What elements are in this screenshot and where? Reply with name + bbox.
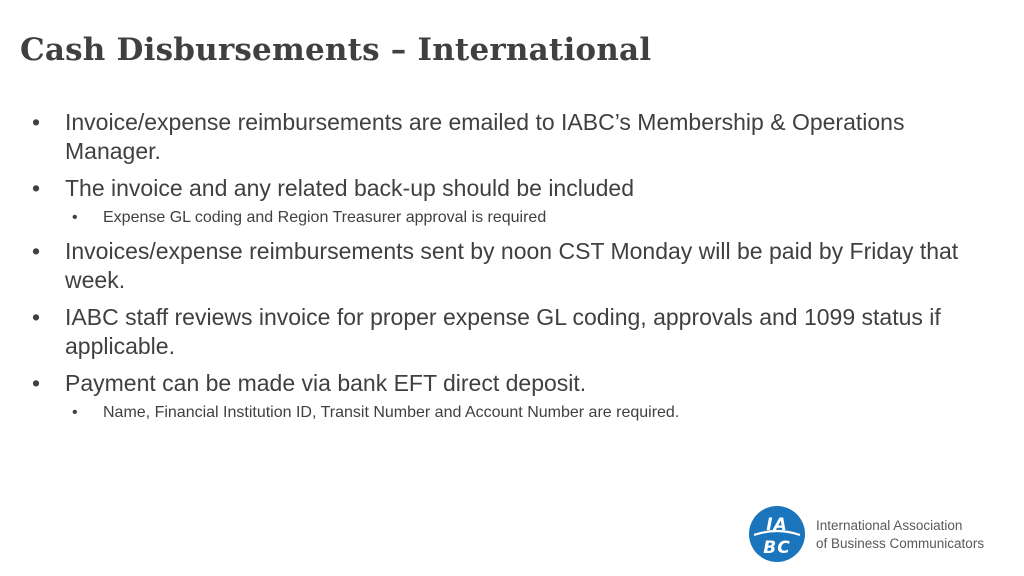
sub-bullet-text: Name, Financial Institution ID, Transit Number and Account Number are required. bbox=[103, 404, 680, 421]
bullet-item bbox=[30, 237, 960, 295]
bullet-text: The invoice and any related back-up should be included bbox=[65, 175, 634, 201]
svg-text:IA: IA bbox=[766, 515, 788, 535]
bullet-dot: • bbox=[32, 304, 41, 330]
bullet-text: Payment can be made via bank EFT direct deposit. bbox=[65, 370, 587, 396]
bullet-dot: • bbox=[72, 404, 78, 421]
slide-title: Cash Disbursements – International bbox=[20, 32, 652, 68]
bullet-dot: • bbox=[32, 109, 41, 135]
bullet-text: IABC staff reviews invoice for proper expense GL coding, approvals and 1099 status if applicable. bbox=[65, 304, 941, 359]
sub-bullet-item bbox=[30, 207, 960, 229]
sub-bullet-text: Expense GL coding and Region Treasurer approval is required bbox=[103, 209, 547, 226]
bullet-dot: • bbox=[32, 370, 41, 396]
bullet-dot: • bbox=[72, 209, 78, 226]
bullet-item bbox=[30, 303, 960, 361]
logo-line-2: of Business Communicators bbox=[816, 536, 985, 551]
bullet-text: Invoice/expense reimbursements are emailed to IABC’s Membership & Operations Manager. bbox=[65, 109, 905, 164]
iabc-logo-mark bbox=[748, 505, 806, 563]
bullet-item bbox=[30, 369, 960, 398]
iabc-logo-text bbox=[816, 517, 984, 553]
bullet-text: Invoices/expense reimbursements sent by noon CST Monday will be paid by Friday that week. bbox=[65, 238, 959, 293]
sub-bullet-item bbox=[30, 402, 960, 424]
iabc-logo bbox=[748, 505, 998, 565]
svg-text:BC: BC bbox=[763, 538, 791, 558]
bullet-dot: • bbox=[32, 175, 41, 201]
bullet-item bbox=[30, 174, 960, 203]
bullet-dot: • bbox=[32, 238, 41, 264]
bullet-item bbox=[30, 108, 960, 166]
bullet-list bbox=[30, 108, 960, 432]
logo-line-1: International Association bbox=[816, 518, 963, 533]
